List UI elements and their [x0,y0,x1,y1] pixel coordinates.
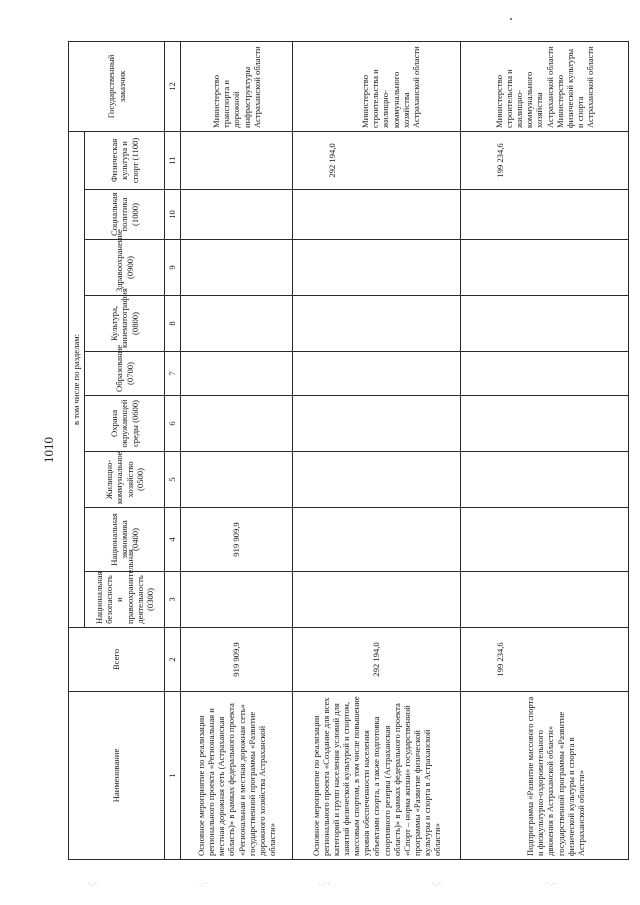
table-row [293,41,461,859]
header-section-0700: Образование (0700) [85,352,165,396]
scan-speck [510,18,512,20]
row-total: 199 234,6 [461,628,629,692]
header-section-0600: Охрана окружающей среды (0600) [85,396,165,452]
scan-mark: ·.·· [88,880,101,888]
column-number: 4 [165,508,181,572]
column-number: 2 [165,628,181,692]
row-s0400: 919 909,9 [181,508,293,572]
column-number: 9 [165,240,181,296]
column-number: 8 [165,296,181,352]
budget-table [68,41,629,860]
row-s0400 [293,508,461,572]
table-row [461,41,629,859]
row-s1000 [293,190,461,240]
row-s0900 [293,240,461,296]
row-total: 292 194,0 [293,628,461,692]
header-section-1000: Социальная политика (1000) [85,190,165,240]
row-s0800 [461,296,629,352]
column-number: 5 [165,452,181,508]
row-customer: Министерство строительства и жилищно-коммунального хозяйства Астраханской области Министерство физической культуры и спорта Астраханской области [461,41,629,131]
header-name: Наименование [69,692,165,860]
scan-mark: ·.·· [432,880,445,888]
row-s0300 [181,572,293,628]
row-s0700 [293,352,461,396]
row-name: Подпрограмма «Развитие массового спорта и физкультурно-оздоровительного движения в Астраханской области» государственной программы «Развитие физической культуры и спорта в Астраханской области» [461,692,629,860]
row-s0500 [293,452,461,508]
row-s0900 [181,240,293,296]
scan-edge-marks [0,880,640,896]
row-name: Основное мероприятие по реализации регионального проекта «Создание для всех категорий и групп населения условий для занятий физической культурой и спортом, массовым спортом, в том числе повышение уровня обеспеченности населения объектами спорта, а также подготовка спортивного резерва (Астраханская область)» в рамках федерального проекта «Спорт – норма жизни» государственной программы «Развитие физической культуры и спорта в Астраханской области» [293,692,461,860]
header-section-1100: Физическая культура и спорт (1100) [85,131,165,189]
scan-mark: ·.·· [546,880,559,888]
column-number: 6 [165,396,181,452]
row-s0800 [181,296,293,352]
row-total: 919 909,9 [181,628,293,692]
row-s0300 [461,572,629,628]
column-number: 12 [165,41,181,131]
row-s1100: 199 234,6 [461,131,629,189]
row-customer: Министерство строительства и жилищно-коммунального хозяйства Астраханской области [293,41,461,131]
row-s1100: 292 194,0 [293,131,461,189]
column-number: 1 [165,692,181,860]
row-s0900 [461,240,629,296]
row-s0600 [461,396,629,452]
row-name: Основное мероприятие по реализации регионального проекта «Региональная и местная дорожная сеть (Астраханская область)» в рамках федерального проекта «Региональная и местная дорожная сеть» государственной программы «Развитие дорожного хозяйства Астраханской области» [181,692,293,860]
header-section-0400: Национальная экономика (0400) [85,508,165,572]
column-number: 10 [165,190,181,240]
row-s0800 [293,296,461,352]
row-s0700 [181,352,293,396]
row-s0300 [293,572,461,628]
column-number: 11 [165,131,181,189]
header-section-0800: Культура, кинематография (0800) [85,296,165,352]
row-s0400 [461,508,629,572]
column-number-row [165,41,181,859]
scan-mark: ·.·· [196,880,209,888]
header-section-0500: Жилищно-коммунальное хозяйство (0500) [85,452,165,508]
row-s0700 [461,352,629,396]
page-number: 1010 [41,437,56,463]
row-s1100 [181,131,293,189]
column-number: 3 [165,572,181,628]
row-s0500 [181,452,293,508]
row-s0600 [293,396,461,452]
row-s1000 [181,190,293,240]
scan-mark: ·.·· [318,880,331,888]
header-section-0900: Здравоохранение (0900) [85,240,165,296]
row-s0600 [181,396,293,452]
row-customer: Министерство транспорта и дорожной инфраструктуры Астраханской области [181,41,293,131]
row-s0500 [461,452,629,508]
header-section-0300: Национальная безопасность и правоохранительная деятельность (0300) [85,572,165,628]
row-s1000 [461,190,629,240]
column-number: 7 [165,352,181,396]
rotated-table-wrapper [68,42,628,860]
header-customer: Государственный заказчик [69,41,165,131]
table-row [181,41,293,859]
header-total: Всего [69,628,165,692]
header-sections-group: в том числе по разделам: [69,131,85,627]
